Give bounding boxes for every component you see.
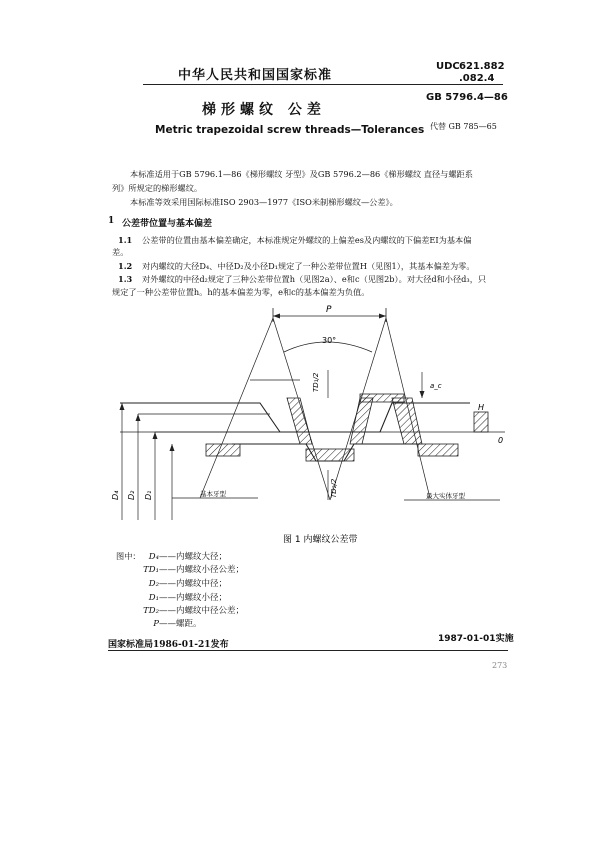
issue-date: 国家标准局1986-01-21发布 (108, 640, 229, 650)
legend-item: P——螺距。 (153, 619, 202, 629)
clause-1-3-number: 1.3 (118, 274, 133, 284)
clause-1-3-line2: 规定了一种公差带位置h。h的基本偏差为零，e和c的基本偏差为负值。 (112, 287, 370, 297)
label-zero: 0 (498, 436, 504, 445)
label-td2: TD₂/2 (330, 478, 338, 498)
footer-divider (108, 650, 508, 651)
legend-item: D₂——内螺纹中径； (148, 579, 228, 589)
tolerance-zone-minor-left (206, 444, 240, 456)
legend-item: TD₁——内螺纹小径公差； (143, 565, 245, 575)
label-basic-profile: 基本牙型 (200, 490, 226, 498)
gb-number: GB 5796.4—86 (426, 92, 508, 103)
clause-1-3-line1: 对外螺纹的中径d₂规定了三种公差带位置h（见图2a）、e和c（见图2b）。对大径d和小径d₃，只 (142, 274, 487, 284)
legend-item: D₄——内螺纹大径； (148, 552, 228, 562)
label-ac: a_c (430, 382, 442, 390)
legend-item: TD₂——内螺纹中径公差； (143, 606, 245, 616)
document-title: 梯形螺纹 公差 (202, 102, 326, 118)
page-number: 273 (492, 661, 508, 670)
clause-1-1-number: 1.1 (118, 235, 133, 245)
figure-caption: 图 1 内螺纹公差带 (283, 535, 358, 545)
intro-p1-line2: 列》所规定的梯形螺纹。 (112, 183, 203, 193)
header-org: 中华人民共和国国家标准 (178, 68, 333, 83)
english-title: Metric trapezoidal screw threads—Tolerances (155, 124, 425, 136)
tolerance-symbol-box (474, 412, 488, 432)
label-H: H (478, 403, 485, 412)
tolerance-zone-minor-right (418, 444, 458, 456)
section-1-title: 公差带位置与基本偏差 (122, 219, 213, 229)
udc-label: UDC (436, 61, 460, 72)
section-1-number: 1 (108, 216, 115, 226)
clause-1-2-text: 对内螺纹的大径D₄、中径D₂及小径D₁规定了一种公差带位置H（见图1），其基本偏差为零。 (142, 261, 475, 271)
label-D4: D₄ (111, 490, 120, 500)
tolerance-zone-far-flank (392, 398, 422, 444)
udc-code-line2: .082.4 (459, 73, 495, 84)
clause-1-1-line1: 公差带的位置由基本偏差确定，本标准规定外螺纹的上偏差es及内螺纹的下偏差EI为基本偏 (142, 235, 472, 245)
legend-title: 图中： (116, 551, 141, 561)
clause-1-1-line2: 差。 (112, 247, 129, 257)
clause-1-2-number: 1.2 (118, 261, 133, 271)
label-D1: D₁ (144, 490, 153, 500)
replaces-note: 代替 GB 785—65 (430, 122, 497, 131)
udc-code-line1: 621.882 (459, 61, 505, 72)
label-td1: TD₁/2 (312, 372, 320, 392)
label-pitch: P (326, 305, 332, 315)
legend-item: D₁——内螺纹小径； (148, 593, 228, 603)
intro-p2: 本标准等效采用国际标准ISO 2903—1977《ISO米制梯形螺纹—公差》。 (130, 197, 398, 207)
label-thread-angle: 30° (322, 336, 337, 345)
label-max-material: 最大实体牙型 (426, 492, 465, 500)
diameter-dimension-lines (122, 403, 280, 520)
tolerance-zone-major-right (360, 394, 404, 402)
label-D2: D₂ (127, 490, 136, 500)
tolerance-zone-left-flank (287, 398, 312, 444)
tolerance-zone-right-flank (350, 398, 373, 444)
tolerance-zone-minor-center (306, 449, 354, 461)
effective-date: 1987-01-01实施 (438, 634, 514, 644)
intro-p1-line1: 本标准适用于GB 5796.1—86《梯形螺纹 牙型》及GB 5796.2—86《梯形螺纹 直径与螺距系 (130, 169, 473, 179)
